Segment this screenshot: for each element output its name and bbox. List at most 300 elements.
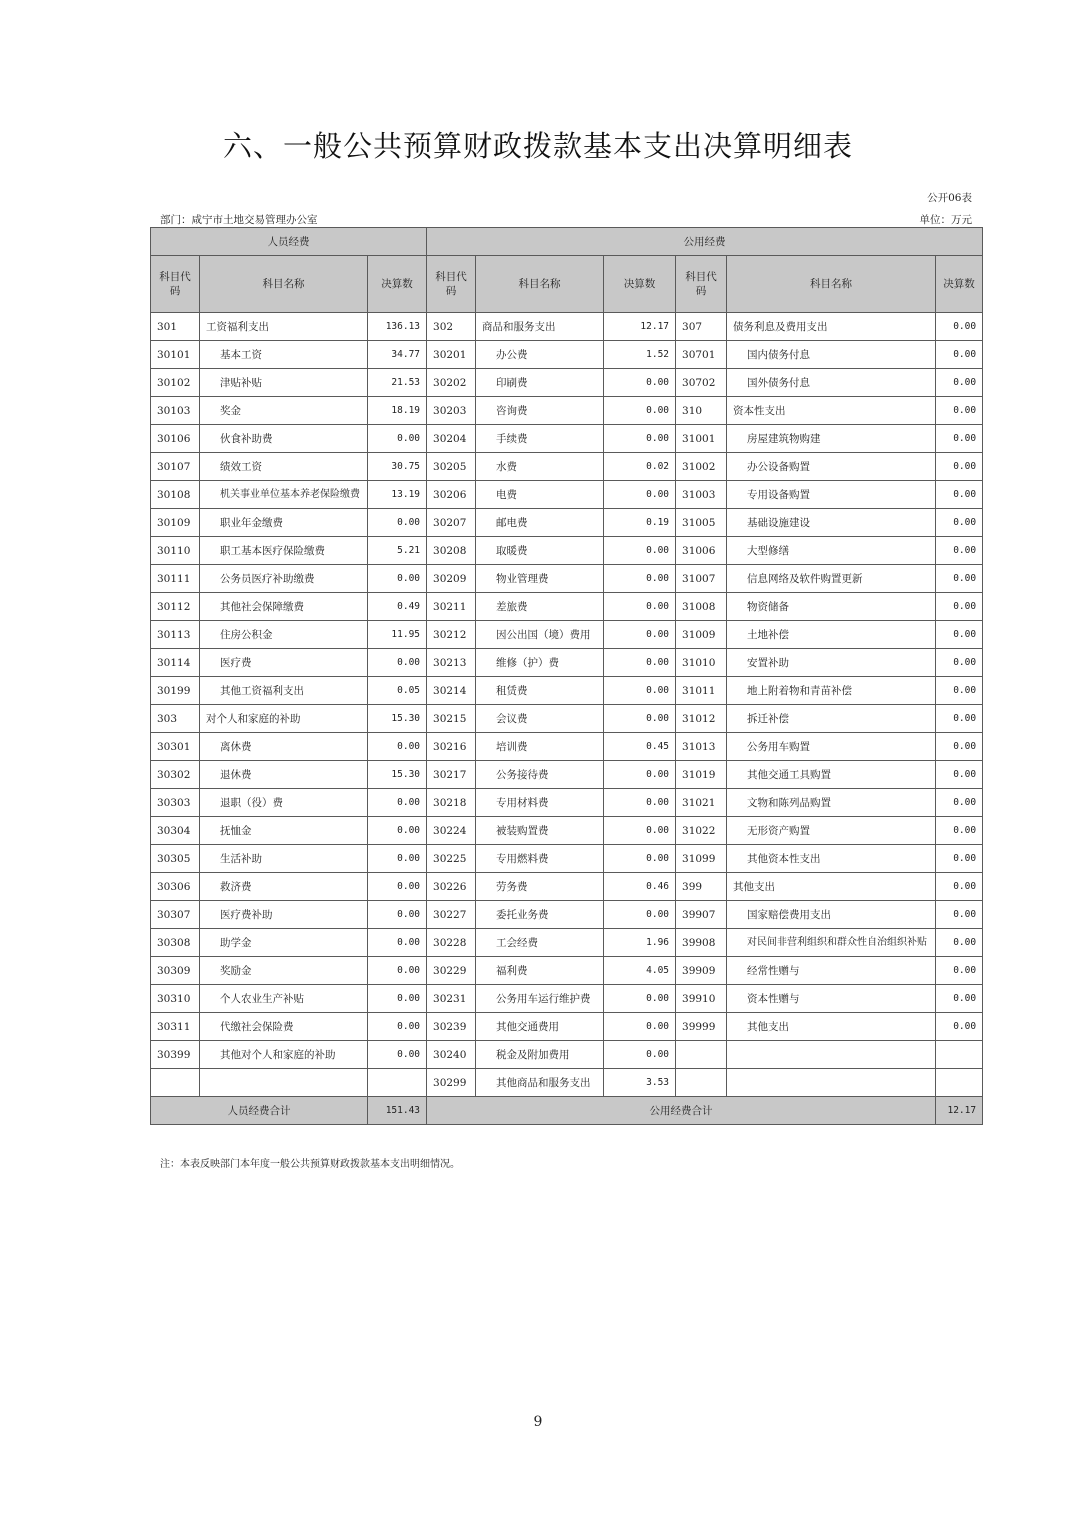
item-code: 31019 <box>676 761 727 789</box>
item-code: 30702 <box>676 369 727 397</box>
item-name <box>727 1069 936 1097</box>
item-name: 生活补助 <box>200 845 368 873</box>
item-name: 公务用车运行维护费 <box>476 985 604 1013</box>
item-amount: 0.00 <box>368 817 427 845</box>
item-name: 基础设施建设 <box>727 509 936 537</box>
footnote: 注：本表反映部门本年度一般公共预算财政拨款基本支出明细情况。 <box>160 1159 460 1170</box>
item-code: 30111 <box>151 565 200 593</box>
col-amount-header: 决算数 <box>368 256 427 313</box>
item-amount: 0.00 <box>936 621 983 649</box>
item-amount: 0.00 <box>936 481 983 509</box>
col-amount-header: 决算数 <box>604 256 676 313</box>
item-code: 30301 <box>151 733 200 761</box>
item-name: 差旅费 <box>476 593 604 621</box>
item-amount: 0.00 <box>936 397 983 425</box>
item-code: 31003 <box>676 481 727 509</box>
item-code: 30213 <box>427 649 476 677</box>
table-row <box>151 733 983 761</box>
item-amount: 0.00 <box>368 789 427 817</box>
item-amount: 0.00 <box>604 1041 676 1069</box>
item-code: 30226 <box>427 873 476 901</box>
item-code: 30208 <box>427 537 476 565</box>
table-row <box>151 761 983 789</box>
item-code: 30228 <box>427 929 476 957</box>
item-amount: 0.00 <box>604 537 676 565</box>
item-name: 住房公积金 <box>200 621 368 649</box>
item-name: 安置补助 <box>727 649 936 677</box>
item-amount <box>936 1041 983 1069</box>
item-amount: 30.75 <box>368 453 427 481</box>
item-code: 31011 <box>676 677 727 705</box>
item-code: 30103 <box>151 397 200 425</box>
item-code: 39909 <box>676 957 727 985</box>
item-code: 30204 <box>427 425 476 453</box>
item-name: 维修（护）费 <box>476 649 604 677</box>
item-name: 职业年金缴费 <box>200 509 368 537</box>
item-name: 国家赔偿费用支出 <box>727 901 936 929</box>
item-amount <box>368 1069 427 1097</box>
item-code: 31010 <box>676 649 727 677</box>
item-code: 30701 <box>676 341 727 369</box>
item-amount: 0.00 <box>936 845 983 873</box>
item-name: 个人农业生产补贴 <box>200 985 368 1013</box>
table-row <box>151 845 983 873</box>
item-amount: 0.00 <box>936 509 983 537</box>
item-amount: 0.00 <box>936 817 983 845</box>
item-code: 310 <box>676 397 727 425</box>
item-amount: 0.00 <box>936 453 983 481</box>
item-name <box>727 1041 936 1069</box>
item-name: 职工基本医疗保险缴费 <box>200 537 368 565</box>
item-name: 房屋建筑物购建 <box>727 425 936 453</box>
item-amount: 21.53 <box>368 369 427 397</box>
item-name: 代缴社会保险费 <box>200 1013 368 1041</box>
item-code: 30399 <box>151 1041 200 1069</box>
item-name: 会议费 <box>476 705 604 733</box>
item-name: 其他资本性支出 <box>727 845 936 873</box>
item-name: 商品和服务支出 <box>476 313 604 341</box>
item-name: 租赁费 <box>476 677 604 705</box>
item-amount: 1.52 <box>604 341 676 369</box>
item-name: 委托业务费 <box>476 901 604 929</box>
item-amount: 34.77 <box>368 341 427 369</box>
item-name <box>200 1069 368 1097</box>
table-row <box>151 341 983 369</box>
item-code: 30306 <box>151 873 200 901</box>
item-code: 30201 <box>427 341 476 369</box>
item-amount: 0.00 <box>604 705 676 733</box>
table-row <box>151 593 983 621</box>
item-name: 其他交通费用 <box>476 1013 604 1041</box>
table-row <box>151 565 983 593</box>
item-name: 印刷费 <box>476 369 604 397</box>
item-name: 办公设备购置 <box>727 453 936 481</box>
item-name: 工会经费 <box>476 929 604 957</box>
item-amount: 0.00 <box>368 1041 427 1069</box>
item-code: 30305 <box>151 845 200 873</box>
item-amount: 0.00 <box>604 649 676 677</box>
item-amount: 11.95 <box>368 621 427 649</box>
item-name: 奖金 <box>200 397 368 425</box>
item-code: 30302 <box>151 761 200 789</box>
item-amount: 0.00 <box>936 425 983 453</box>
table-row <box>151 425 983 453</box>
item-name: 其他社会保障缴费 <box>200 593 368 621</box>
item-amount: 0.00 <box>604 985 676 1013</box>
item-name: 大型修缮 <box>727 537 936 565</box>
item-code: 30225 <box>427 845 476 873</box>
item-code <box>676 1041 727 1069</box>
item-amount: 0.19 <box>604 509 676 537</box>
item-amount: 0.00 <box>936 313 983 341</box>
item-name: 资本性赠与 <box>727 985 936 1013</box>
item-code: 30203 <box>427 397 476 425</box>
col-code-header: 科目代码 <box>427 256 476 313</box>
item-code: 30311 <box>151 1013 200 1041</box>
item-code: 30229 <box>427 957 476 985</box>
item-code: 30215 <box>427 705 476 733</box>
item-amount: 0.00 <box>936 677 983 705</box>
table-row <box>151 1013 983 1041</box>
item-amount: 15.30 <box>368 705 427 733</box>
item-name: 退休费 <box>200 761 368 789</box>
item-amount: 0.00 <box>368 929 427 957</box>
item-amount: 0.00 <box>604 789 676 817</box>
item-amount: 0.00 <box>936 649 983 677</box>
item-name: 其他对个人和家庭的补助 <box>200 1041 368 1069</box>
item-code: 39910 <box>676 985 727 1013</box>
page-title: 六、一般公共预算财政拨款基本支出决算明细表 <box>222 129 853 163</box>
item-amount: 0.00 <box>604 761 676 789</box>
item-name: 培训费 <box>476 733 604 761</box>
item-amount: 0.00 <box>936 789 983 817</box>
item-name: 伙食补助费 <box>200 425 368 453</box>
item-name: 土地补偿 <box>727 621 936 649</box>
item-code: 31002 <box>676 453 727 481</box>
item-name: 公务用车购置 <box>727 733 936 761</box>
item-code: 30307 <box>151 901 200 929</box>
item-name: 邮电费 <box>476 509 604 537</box>
item-name: 离休费 <box>200 733 368 761</box>
item-name: 医疗费补助 <box>200 901 368 929</box>
item-name: 对民间非营利组织和群众性自治组织补贴 <box>727 929 936 957</box>
item-name: 其他支出 <box>727 873 936 901</box>
item-amount: 3.53 <box>604 1069 676 1097</box>
item-code: 31008 <box>676 593 727 621</box>
item-code: 30231 <box>427 985 476 1013</box>
item-code: 30101 <box>151 341 200 369</box>
item-code: 30217 <box>427 761 476 789</box>
item-code: 30199 <box>151 677 200 705</box>
item-name: 经常性赠与 <box>727 957 936 985</box>
table-row <box>151 789 983 817</box>
item-name: 公务接待费 <box>476 761 604 789</box>
table-row <box>151 677 983 705</box>
item-code: 30214 <box>427 677 476 705</box>
item-amount: 0.00 <box>936 901 983 929</box>
item-code: 30211 <box>427 593 476 621</box>
item-amount: 0.00 <box>604 397 676 425</box>
item-code: 30112 <box>151 593 200 621</box>
item-code: 30310 <box>151 985 200 1013</box>
form-number: 公开06表 <box>927 192 972 204</box>
item-name: 无形资产购置 <box>727 817 936 845</box>
item-code: 30309 <box>151 957 200 985</box>
item-amount: 0.00 <box>368 425 427 453</box>
item-amount: 0.00 <box>936 341 983 369</box>
item-amount: 0.00 <box>936 593 983 621</box>
item-name: 信息网络及软件购置更新 <box>727 565 936 593</box>
item-name: 对个人和家庭的补助 <box>200 705 368 733</box>
item-code <box>676 1069 727 1097</box>
item-name: 绩效工资 <box>200 453 368 481</box>
item-amount: 0.00 <box>936 761 983 789</box>
table-row <box>151 957 983 985</box>
item-amount: 0.00 <box>936 1013 983 1041</box>
col-code-header: 科目代码 <box>676 256 727 313</box>
item-code: 30303 <box>151 789 200 817</box>
item-code: 30218 <box>427 789 476 817</box>
item-code: 31012 <box>676 705 727 733</box>
item-code: 399 <box>676 873 727 901</box>
item-name: 因公出国（境）费用 <box>476 621 604 649</box>
item-name: 专用设备购置 <box>727 481 936 509</box>
item-code: 31005 <box>676 509 727 537</box>
item-code: 39999 <box>676 1013 727 1041</box>
item-amount: 0.00 <box>936 565 983 593</box>
item-amount: 0.00 <box>604 481 676 509</box>
item-name: 被装购置费 <box>476 817 604 845</box>
item-amount: 0.00 <box>604 425 676 453</box>
table-row <box>151 509 983 537</box>
item-name: 其他工资福利支出 <box>200 677 368 705</box>
item-amount: 0.00 <box>368 845 427 873</box>
item-amount: 5.21 <box>368 537 427 565</box>
table-row <box>151 1041 983 1069</box>
item-amount: 0.00 <box>604 817 676 845</box>
group-public-header: 公用经费 <box>427 228 983 256</box>
table-row <box>151 705 983 733</box>
item-amount: 0.00 <box>936 369 983 397</box>
item-amount: 0.00 <box>368 873 427 901</box>
item-code: 30207 <box>427 509 476 537</box>
item-amount: 0.00 <box>368 1013 427 1041</box>
item-name: 办公费 <box>476 341 604 369</box>
item-amount: 0.00 <box>368 565 427 593</box>
item-amount: 0.00 <box>604 1013 676 1041</box>
item-code: 30113 <box>151 621 200 649</box>
item-code: 30308 <box>151 929 200 957</box>
item-code: 31001 <box>676 425 727 453</box>
item-name: 抚恤金 <box>200 817 368 845</box>
item-amount: 0.00 <box>368 733 427 761</box>
item-name: 机关事业单位基本养老保险缴费 <box>200 481 368 509</box>
item-amount <box>936 1069 983 1097</box>
table-row <box>151 817 983 845</box>
item-code: 30107 <box>151 453 200 481</box>
table-body <box>151 313 983 1097</box>
item-amount: 0.00 <box>936 733 983 761</box>
item-amount: 0.00 <box>368 649 427 677</box>
item-code: 30109 <box>151 509 200 537</box>
item-name: 物资储备 <box>727 593 936 621</box>
item-amount: 0.00 <box>604 845 676 873</box>
item-code: 30224 <box>427 817 476 845</box>
item-code: 39907 <box>676 901 727 929</box>
item-name: 手续费 <box>476 425 604 453</box>
item-name: 债务利息及费用支出 <box>727 313 936 341</box>
item-amount: 0.46 <box>604 873 676 901</box>
public-total-label: 公用经费合计 <box>427 1097 936 1125</box>
item-amount: 0.00 <box>604 369 676 397</box>
item-name: 工资福利支出 <box>200 313 368 341</box>
item-amount: 0.00 <box>368 957 427 985</box>
item-code: 307 <box>676 313 727 341</box>
item-amount: 0.00 <box>936 929 983 957</box>
item-code: 30205 <box>427 453 476 481</box>
item-name: 咨询费 <box>476 397 604 425</box>
col-name-header: 科目名称 <box>200 256 368 313</box>
item-amount: 0.02 <box>604 453 676 481</box>
item-amount: 0.00 <box>368 509 427 537</box>
budget-table <box>150 227 983 1125</box>
item-amount: 12.17 <box>604 313 676 341</box>
item-name: 国内债务付息 <box>727 341 936 369</box>
unit-label: 单位：万元 <box>919 214 972 226</box>
item-code: 30209 <box>427 565 476 593</box>
item-amount: 1.96 <box>604 929 676 957</box>
item-code: 31006 <box>676 537 727 565</box>
item-name: 资本性支出 <box>727 397 936 425</box>
item-name: 税金及附加费用 <box>476 1041 604 1069</box>
item-code: 302 <box>427 313 476 341</box>
item-amount: 4.05 <box>604 957 676 985</box>
item-name: 退职（役）费 <box>200 789 368 817</box>
item-code: 30102 <box>151 369 200 397</box>
col-name-header: 科目名称 <box>727 256 936 313</box>
item-name: 基本工资 <box>200 341 368 369</box>
item-name: 其他交通工具购置 <box>727 761 936 789</box>
item-code: 30240 <box>427 1041 476 1069</box>
item-name: 专用材料费 <box>476 789 604 817</box>
personnel-total-value: 151.43 <box>368 1097 427 1125</box>
item-code: 30110 <box>151 537 200 565</box>
item-amount: 0.05 <box>368 677 427 705</box>
department-label: 部门：咸宁市土地交易管理办公室 <box>160 214 318 226</box>
item-name: 国外债务付息 <box>727 369 936 397</box>
page-number: 9 <box>533 1414 543 1430</box>
item-name: 劳务费 <box>476 873 604 901</box>
item-code: 31013 <box>676 733 727 761</box>
item-name: 电费 <box>476 481 604 509</box>
item-amount: 0.00 <box>936 957 983 985</box>
item-name: 公务员医疗补助缴费 <box>200 565 368 593</box>
item-name: 医疗费 <box>200 649 368 677</box>
item-code: 31007 <box>676 565 727 593</box>
item-amount: 0.00 <box>604 621 676 649</box>
col-amount-header: 决算数 <box>936 256 983 313</box>
item-amount: 136.13 <box>368 313 427 341</box>
item-amount: 0.00 <box>368 985 427 1013</box>
item-code: 30239 <box>427 1013 476 1041</box>
table-row <box>151 453 983 481</box>
item-amount: 0.00 <box>936 985 983 1013</box>
item-code: 30227 <box>427 901 476 929</box>
item-code <box>151 1069 200 1097</box>
table-row <box>151 369 983 397</box>
item-name: 文物和陈列品购置 <box>727 789 936 817</box>
item-code: 30299 <box>427 1069 476 1097</box>
table-row <box>151 481 983 509</box>
col-code-header: 科目代码 <box>151 256 200 313</box>
table-row <box>151 901 983 929</box>
item-code: 30206 <box>427 481 476 509</box>
item-code: 31021 <box>676 789 727 817</box>
table-row <box>151 985 983 1013</box>
item-code: 39908 <box>676 929 727 957</box>
public-total-value: 12.17 <box>936 1097 983 1125</box>
item-name: 其他支出 <box>727 1013 936 1041</box>
item-name: 取暖费 <box>476 537 604 565</box>
item-amount: 18.19 <box>368 397 427 425</box>
item-amount: 15.30 <box>368 761 427 789</box>
item-code: 303 <box>151 705 200 733</box>
item-code: 31009 <box>676 621 727 649</box>
item-amount: 0.49 <box>368 593 427 621</box>
item-amount: 0.00 <box>604 593 676 621</box>
table-row <box>151 929 983 957</box>
item-amount: 0.00 <box>368 901 427 929</box>
item-name: 物业管理费 <box>476 565 604 593</box>
item-name: 地上附着物和青苗补偿 <box>727 677 936 705</box>
item-name: 水费 <box>476 453 604 481</box>
item-code: 30304 <box>151 817 200 845</box>
item-amount: 0.45 <box>604 733 676 761</box>
item-amount: 0.00 <box>604 677 676 705</box>
table-row <box>151 313 983 341</box>
item-name: 助学金 <box>200 929 368 957</box>
item-code: 30202 <box>427 369 476 397</box>
item-code: 31099 <box>676 845 727 873</box>
item-name: 其他商品和服务支出 <box>476 1069 604 1097</box>
personnel-total-label: 人员经费合计 <box>151 1097 368 1125</box>
col-name-header: 科目名称 <box>476 256 604 313</box>
group-personnel-header: 人员经费 <box>151 228 427 256</box>
item-name: 救济费 <box>200 873 368 901</box>
table-row <box>151 1069 983 1097</box>
item-name: 津贴补贴 <box>200 369 368 397</box>
item-name: 专用燃料费 <box>476 845 604 873</box>
item-code: 31022 <box>676 817 727 845</box>
item-amount: 0.00 <box>936 705 983 733</box>
item-code: 30212 <box>427 621 476 649</box>
item-code: 30106 <box>151 425 200 453</box>
item-code: 30114 <box>151 649 200 677</box>
item-code: 301 <box>151 313 200 341</box>
item-name: 奖励金 <box>200 957 368 985</box>
item-amount: 0.00 <box>604 565 676 593</box>
table-row <box>151 621 983 649</box>
item-amount: 0.00 <box>936 873 983 901</box>
table-row <box>151 537 983 565</box>
table-row <box>151 397 983 425</box>
item-amount: 0.00 <box>604 901 676 929</box>
table-row <box>151 873 983 901</box>
item-amount: 13.19 <box>368 481 427 509</box>
item-code: 30216 <box>427 733 476 761</box>
item-code: 30108 <box>151 481 200 509</box>
item-name: 福利费 <box>476 957 604 985</box>
